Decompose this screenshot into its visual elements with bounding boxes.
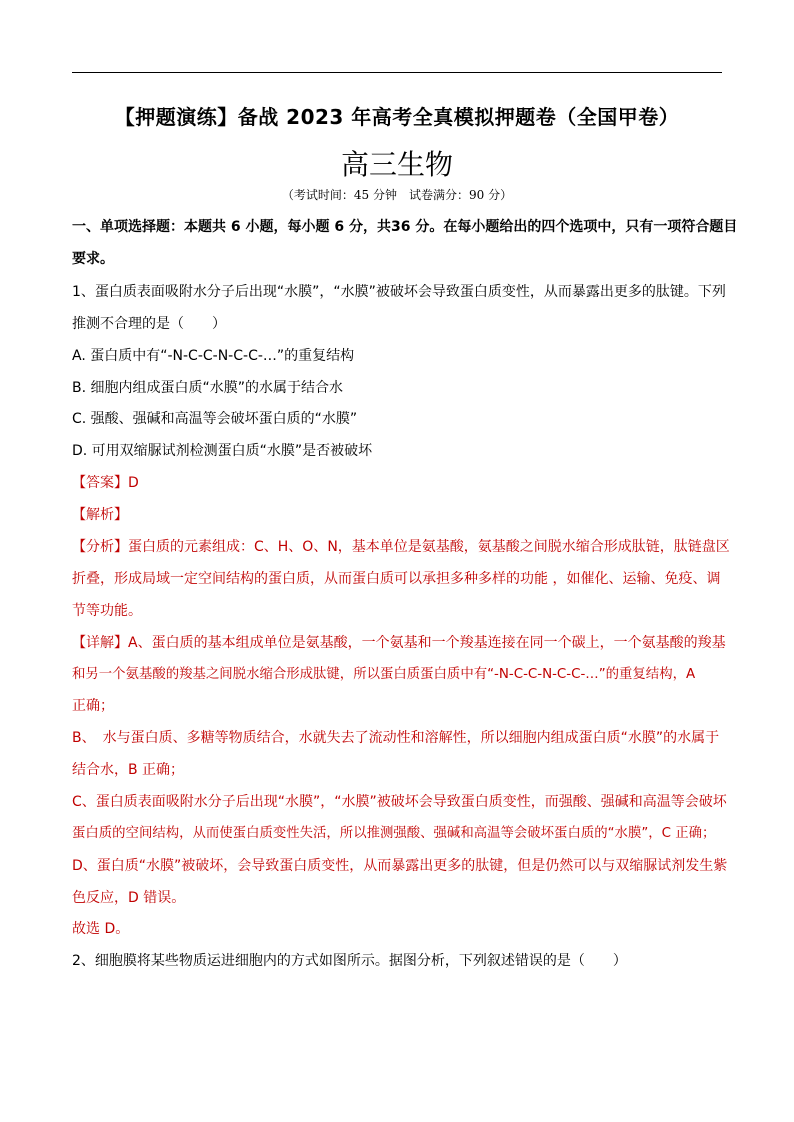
q1-stem-line1: 1、蛋白质表面吸附水分子后出现“水膜”，“水膜”被破坏会导致蛋白质变性，从而暴露出更多的肽键。下列: [72, 284, 726, 300]
q1-detail-b-line1: B、 水与蛋白质、多糖等物质结合，水就失去了流动性和溶解性，所以细胞内组成蛋白质“水膜”的水属于: [72, 730, 720, 746]
q2-stem: 2、细胞膜将某些物质运进细胞内的方式如图所示。据图分析，下列叙述错误的是（ ）: [72, 953, 627, 969]
q1-detail-d-line2: 色反应，D 错误。: [72, 890, 186, 906]
q1-detail-c-line1: C、蛋白质表面吸附水分子后出现“水膜”，“水膜”被破坏会导致蛋白质变性，而强酸、强碱和高温等会破坏: [72, 794, 727, 810]
page-title: 【押题演练】备战 2023 年高考全真模拟押题卷（全国甲卷）: [114, 105, 680, 129]
q1-detail-c-line2: 蛋白质的空间结构，从而使蛋白质变性失活，所以推测强酸、强碱和高温等会破坏蛋白质的“水膜”，C 正确；: [72, 826, 716, 841]
q1-analysis-line3: 节等功能。: [72, 603, 142, 619]
subject-title: 高三生物: [340, 148, 453, 181]
q1-option-a: A. 蛋白质中有“-N-C-C-N-C-C-…”的重复结构: [72, 348, 355, 364]
q1-analysis-line1: [72, 538, 730, 556]
q1-answer: 【答案】D: [72, 475, 139, 491]
q1-detail-b-line2: 结合水，B 正确；: [72, 762, 185, 778]
q1-detail-a-line3: 正确；: [72, 698, 114, 714]
exam-info: （考试时间：45 分钟 试卷满分：90 分）: [281, 188, 513, 202]
q1-analysis-line2: 折叠，形成局域一定空间结构的蛋白质，从而蛋白质可以承担多种多样的功能 ，如催化、运输、免疫、调: [72, 571, 721, 587]
q1-conclusion: 故选 D。: [72, 921, 130, 937]
analysis-tag: 【分析】: [72, 539, 128, 555]
q1-option-d: D. 可用双缩脲试剂检测蛋白质“水膜”是否被破坏: [72, 443, 373, 459]
section-heading-line2: 要求。: [72, 251, 114, 267]
q1-stem-line2: 推测不合理的是（ ）: [72, 316, 226, 332]
q1-detail-a-line2: 和另一个氨基酸的羧基之间脱水缩合形成肽键，所以蛋白质蛋白质中有“-N-C-C-N-C-C-…”的重复结构，A: [72, 667, 696, 682]
q1-detail-a-line1: [72, 634, 724, 652]
header-rule: [72, 72, 722, 73]
q1-detail-d-line1: D、蛋白质“水膜”被破坏，会导致蛋白质变性，从而暴露出更多的肽键，但是仍然可以与双缩脲试剂发生紫: [72, 858, 728, 874]
q1-option-c: C. 强酸、强碱和高温等会破坏蛋白质的“水膜”: [72, 411, 358, 427]
q1-explain-tag: 【解析】: [72, 507, 128, 523]
q1-option-b: B. 细胞内组成蛋白质“水膜”的水属于结合水: [72, 380, 344, 396]
analysis-text-1: 蛋白质的元素组成：C、H、O、N，基本单位是氨基酸，氨基酸之间脱水缩合形成肽链，肽链盘区: [128, 539, 730, 555]
detail-a-text-1: A、蛋白质的基本组成单位是氨基酸，一个氨基和一个羧基连接在同一个碳上，一个氨基酸的羧基: [128, 635, 726, 651]
detail-tag: 【详解】: [72, 635, 128, 651]
section-heading-line1: 一、单项选择题：本题共 6 小题，每小题 6 分，共36 分。在每小题给出的四个选项中，只有一项符合题目: [72, 219, 738, 235]
